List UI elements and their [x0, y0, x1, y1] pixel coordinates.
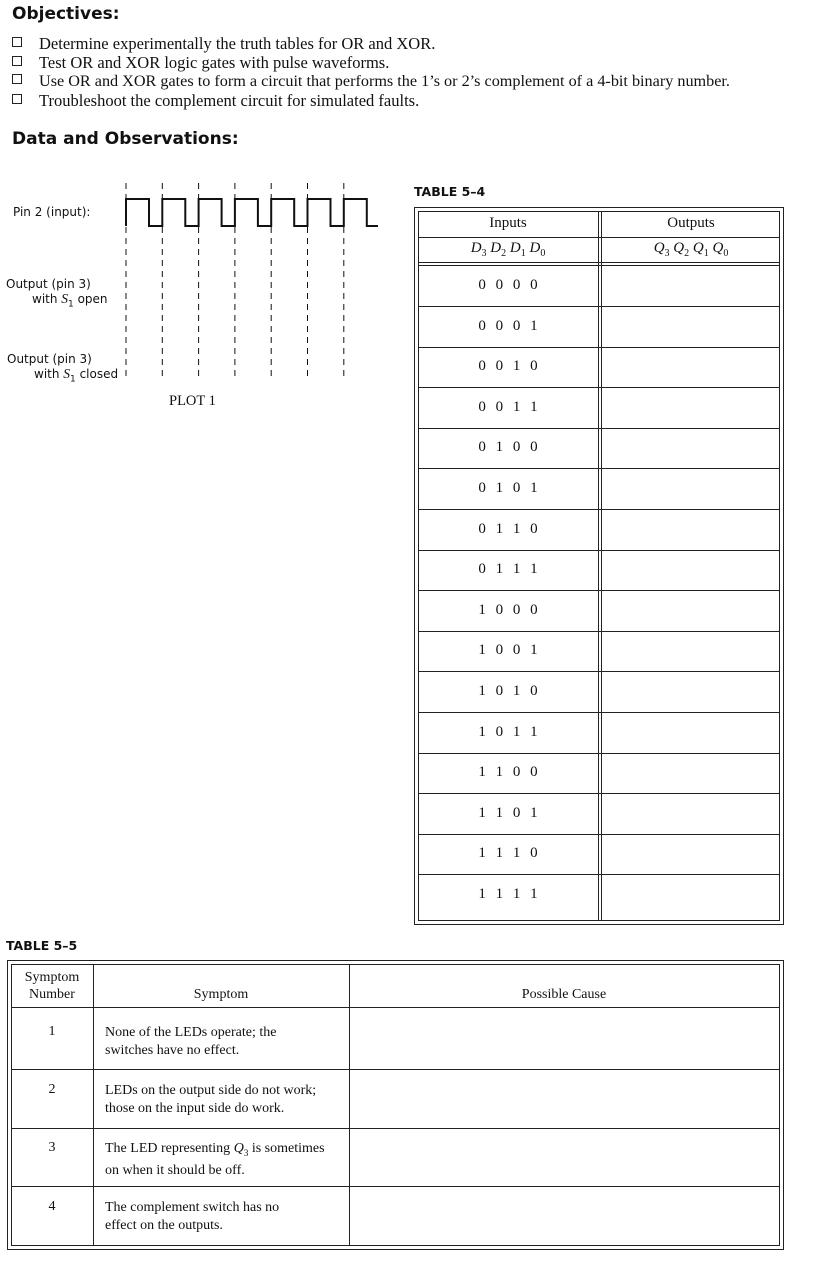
- output-bits-cell[interactable]: [604, 387, 780, 428]
- pin2-input-label: Pin 2 (input):: [13, 205, 91, 219]
- output-bits-cell[interactable]: [604, 793, 780, 834]
- objective-item: [12, 91, 419, 111]
- input-bits: 0 1 0 0: [478, 439, 541, 456]
- input-bits: 1 1 1 0: [478, 845, 541, 862]
- output-bits-cell[interactable]: [604, 712, 780, 753]
- input-bits: 1 1 1 1: [478, 886, 541, 902]
- output-bits-cell[interactable]: [604, 590, 780, 631]
- input-bits: 0 1 1 0: [478, 520, 541, 537]
- objective-text: Test OR and XOR logic gates with pulse waveforms.: [39, 53, 390, 72]
- truth-table-row: [419, 793, 780, 835]
- outputs-variables-header: $Q_3$ $Q_2$ $Q_1$ $Q_0$: [653, 240, 729, 259]
- input-bits: 1 1 0 1: [478, 804, 541, 821]
- symptom-number: 4: [48, 1199, 56, 1214]
- input-pulse-waveform: [126, 199, 378, 226]
- truth-table-row: [419, 874, 780, 915]
- symptom-text: None of the LEDs operate; the switches have no effect.: [105, 1025, 277, 1058]
- output-bits-cell[interactable]: [604, 671, 780, 712]
- input-bits: 0 1 0 1: [478, 480, 541, 496]
- possible-cause-cell[interactable]: [350, 1187, 778, 1245]
- table-5-4-header-rule: [418, 237, 780, 238]
- truth-table-row: [419, 630, 780, 672]
- output-bits-cell[interactable]: [604, 549, 780, 590]
- checkbox-icon: [12, 94, 22, 104]
- symptom-number: 1: [48, 1024, 56, 1039]
- symptom-number: 3: [48, 1140, 56, 1155]
- output-bits-cell[interactable]: [604, 874, 780, 915]
- symptom-text: LEDs on the output side do not work; those on the input side do work.: [105, 1083, 317, 1116]
- possible-cause-cell[interactable]: [350, 1008, 778, 1068]
- output-bits-cell[interactable]: [604, 346, 780, 387]
- objective-text: Troubleshoot the complement circuit for simulated faults.: [39, 91, 420, 110]
- plot1-timing-diagram: [110, 180, 390, 385]
- input-bits: 1 0 1 1: [478, 723, 541, 740]
- truth-table-row: [419, 387, 780, 429]
- truth-table-row: [419, 833, 780, 875]
- checkbox-icon: [12, 74, 22, 84]
- output-bits-cell[interactable]: [604, 427, 780, 468]
- output-bits-cell[interactable]: [604, 752, 780, 793]
- symptom-text: The LED representing $Q_3$ is sometimes on when it should be off.: [105, 1141, 325, 1178]
- output-bits-cell[interactable]: [604, 509, 780, 550]
- output-open-label-line1: Output (pin 3): [6, 277, 91, 291]
- input-bits: 1 1 0 0: [478, 764, 541, 781]
- objective-text: Use OR and XOR gates to form a circuit that performs the 1’s or 2’s complement of a 4-bit binary number.: [39, 72, 730, 90]
- output-closed-label-line2: with $S_1$ closed: [34, 366, 119, 385]
- truth-table-row: [419, 549, 780, 591]
- output-open-label-line2: with $S_1$ open: [32, 291, 108, 310]
- objective-item: [12, 72, 730, 91]
- output-bits-cell[interactable]: [604, 265, 780, 306]
- possible-cause-header: Possible Cause: [521, 987, 607, 1002]
- input-bits: 1 0 0 0: [478, 601, 541, 618]
- data-observations-heading: Data and Observations:: [12, 129, 239, 149]
- symptom-number-header: Symptom Number: [24, 970, 80, 1002]
- truth-table-row: [419, 590, 780, 632]
- checkbox-icon: [12, 37, 22, 47]
- truth-table-row: [419, 752, 780, 794]
- possible-cause-cell[interactable]: [350, 1070, 778, 1127]
- truth-table-row: [419, 509, 780, 551]
- output-bits-cell[interactable]: [604, 833, 780, 874]
- input-bits: 0 0 1 1: [478, 398, 541, 415]
- symptom-header: Symptom: [193, 987, 249, 1002]
- possible-cause-cell[interactable]: [350, 1129, 778, 1185]
- objective-item: [12, 53, 389, 73]
- symptom-number: 2: [48, 1082, 56, 1097]
- input-bits: 1 0 0 1: [478, 642, 541, 659]
- objectives-heading: Objectives:: [12, 4, 120, 24]
- table-5-4-caption: TABLE 5–4: [414, 184, 486, 199]
- truth-table-row: [419, 265, 780, 307]
- output-closed-label-line1: Output (pin 3): [7, 352, 92, 366]
- output-bits-cell[interactable]: [604, 468, 780, 509]
- symptom-text: The complement switch has no effect on the outputs.: [105, 1200, 280, 1233]
- outputs-header: Outputs: [667, 215, 715, 231]
- truth-table-row: [419, 468, 780, 510]
- output-bits-cell[interactable]: [604, 630, 780, 671]
- input-bits: 0 1 1 1: [478, 561, 541, 578]
- plot1-caption: PLOT 1: [169, 393, 216, 409]
- objective-item: [12, 34, 435, 54]
- truth-table-row: [419, 671, 780, 713]
- truth-table-row: [419, 427, 780, 469]
- table-5-5-caption: TABLE 5–5: [6, 938, 78, 953]
- truth-table-row: [419, 712, 780, 754]
- input-bits: 0 0 1 0: [478, 358, 541, 375]
- truth-table-row: [419, 346, 780, 388]
- truth-table-row: [419, 306, 780, 348]
- table-5-4-header-rule: [418, 262, 780, 263]
- objective-text: Determine experimentally the truth tables for OR and XOR.: [39, 34, 436, 53]
- input-bits: 0 0 0 0: [478, 277, 541, 293]
- output-bits-cell[interactable]: [604, 306, 780, 347]
- inputs-variables-header: $D_3$ $D_2$ $D_1$ $D_0$: [470, 240, 546, 259]
- checkbox-icon: [12, 56, 22, 66]
- input-bits: 0 0 0 1: [478, 317, 541, 334]
- input-bits: 1 0 1 0: [478, 683, 541, 699]
- inputs-header: Inputs: [489, 215, 527, 231]
